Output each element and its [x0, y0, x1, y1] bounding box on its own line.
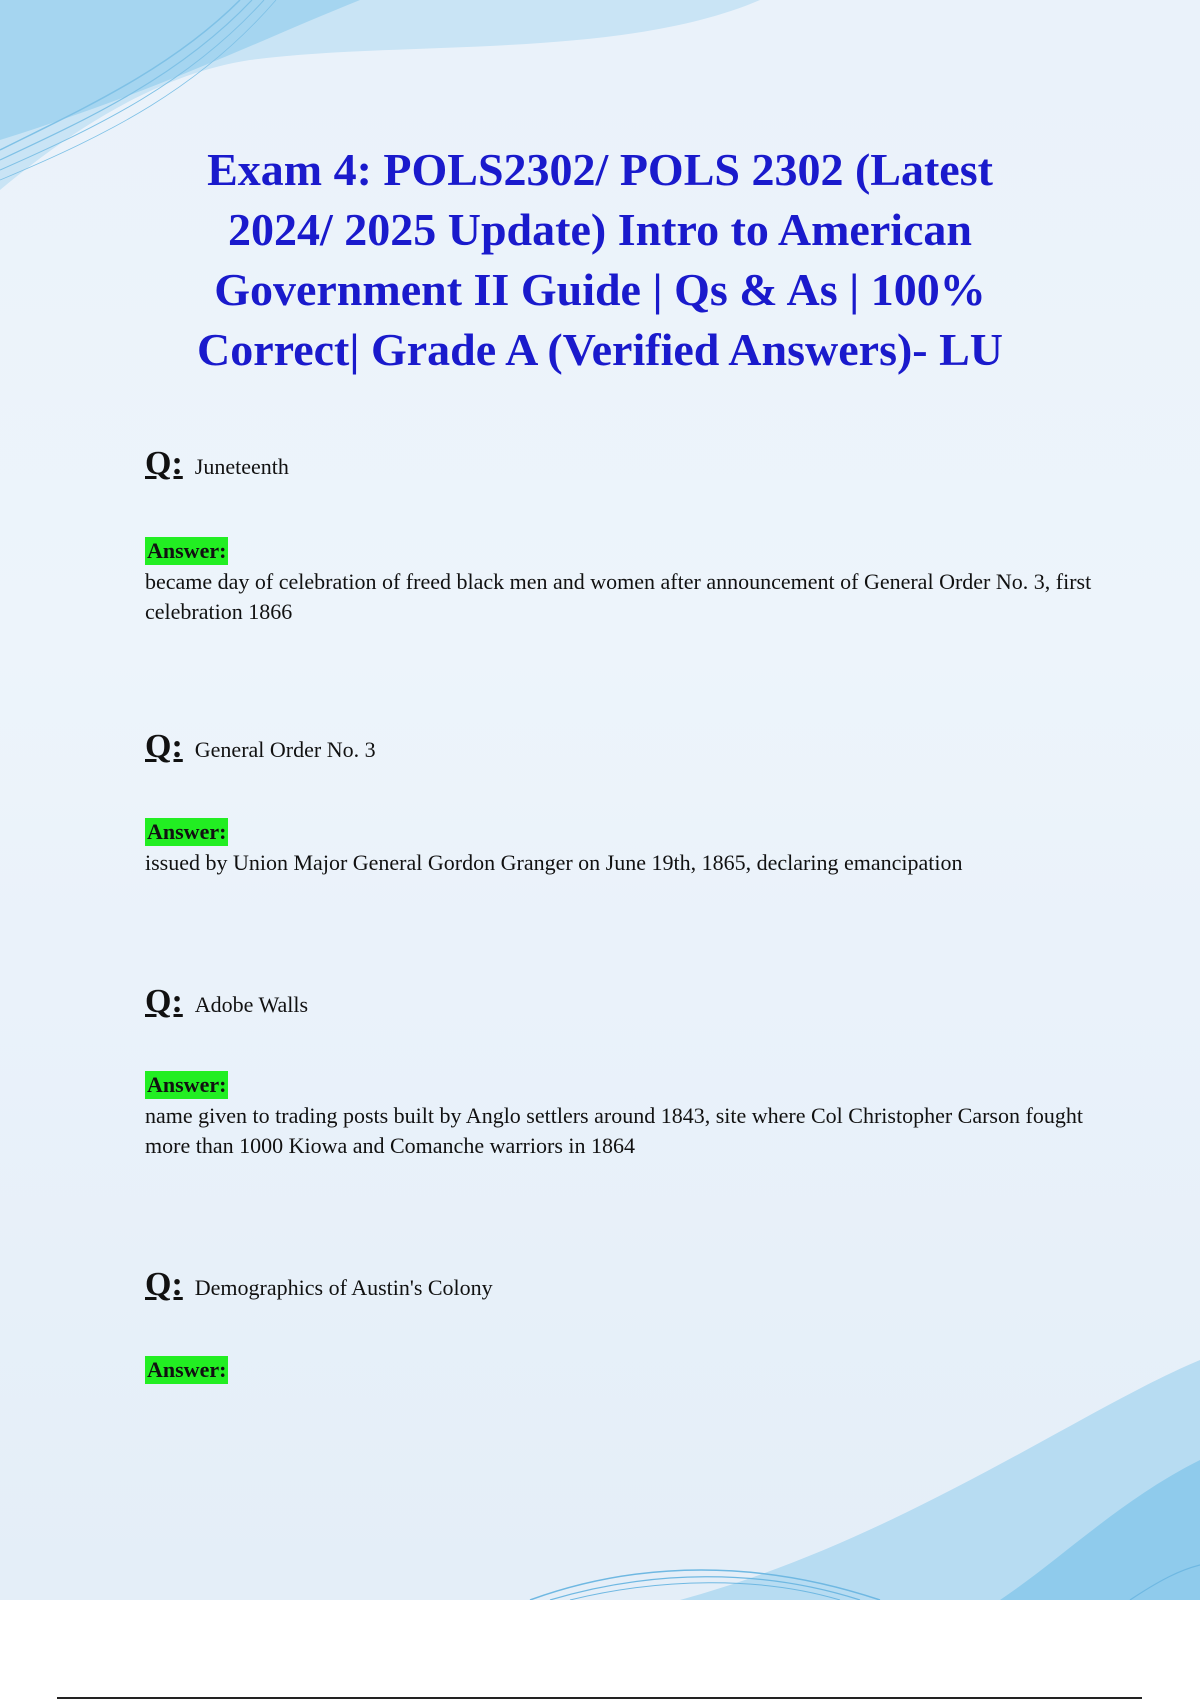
- question-label: Q:: [145, 445, 183, 482]
- question-text: General Order No. 3: [194, 737, 376, 762]
- question-row: [145, 983, 1095, 1021]
- answer-text: issued by Union Major General Gordon Granger on June 19th, 1865, declaring emancipation: [145, 850, 963, 875]
- question-label: Q:: [145, 983, 183, 1020]
- document-title: Exam 4: POLS2302/ POLS 2302 (Latest 2024/ 2025 Update) Intro to American Government II Guide | Qs & As | 100% Correct| Grade A (Verified Answers)- LU: [196, 144, 1004, 375]
- answer-text: name given to trading posts built by Anglo settlers around 1843, site where Col Christopher Carson fought more than 1000 Kiowa and Comanche warriors in 1864: [145, 1103, 1083, 1158]
- qa-item: [145, 445, 1095, 627]
- question-row: [145, 1266, 1095, 1304]
- answer-label: Answer:: [147, 1072, 227, 1097]
- answer-label: Answer:: [147, 1357, 227, 1382]
- question-row: [145, 728, 1095, 766]
- question-label: Q:: [145, 728, 183, 765]
- footer-divider: [57, 1697, 1142, 1699]
- qa-item: [145, 728, 1095, 878]
- question-text: Demographics of Austin's Colony: [194, 1275, 493, 1300]
- answer-label: Answer:: [147, 819, 227, 844]
- answer-text: became day of celebration of freed black men and women after announcement of General Order No. 3, first celebration 1866: [145, 569, 1092, 624]
- qa-item: [145, 1266, 1095, 1386]
- question-label: Q:: [145, 1266, 183, 1303]
- qa-item: [145, 983, 1095, 1161]
- question-text: Juneteenth: [194, 454, 289, 479]
- question-text: Adobe Walls: [194, 992, 309, 1017]
- question-row: [145, 445, 1095, 483]
- answer-label: Answer:: [147, 538, 227, 563]
